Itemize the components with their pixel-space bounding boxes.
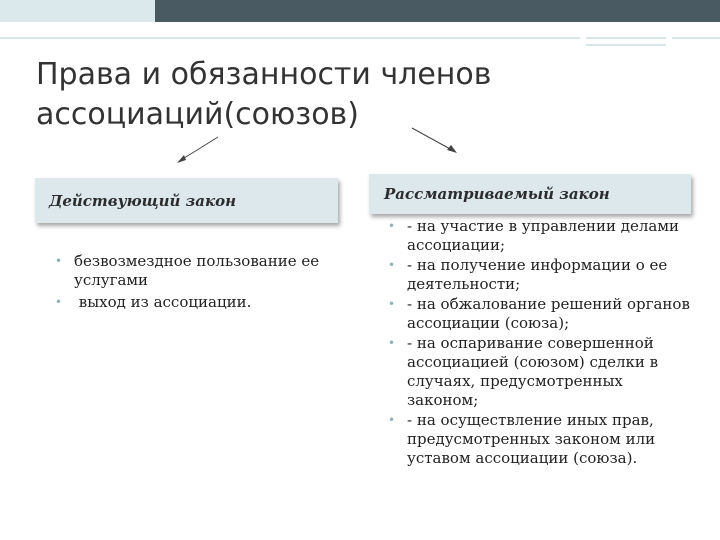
bullet-icon: •: [388, 219, 396, 233]
bullet-icon: •: [55, 295, 63, 309]
current-law-list: [51, 252, 341, 315]
list-item-text: - на участие в управлении делами ассоциации;: [407, 217, 680, 254]
list-item: [384, 334, 694, 410]
list-item: [51, 252, 341, 290]
arrow-right-icon: [412, 128, 457, 153]
list-item-text: выход из ассоциации.: [74, 293, 252, 311]
list-item: [384, 217, 694, 255]
bullet-icon: •: [388, 297, 396, 311]
list-item-text: безвозмездное пользование ее услугами: [74, 252, 320, 289]
list-item: [384, 256, 694, 294]
slide-title-line-2: ассоциаций(союзов): [36, 97, 359, 132]
list-item-text: - на получение информации о ее деятельности;: [407, 256, 668, 293]
bullet-icon: •: [55, 254, 63, 268]
arrow-left-icon: [177, 137, 218, 163]
proposed-law-header: [369, 174, 691, 214]
list-item: [51, 293, 341, 312]
list-item: [384, 411, 694, 468]
list-item-text: - на осуществление иных прав, предусмотренных законом или уставом ассоциации (союза).: [407, 411, 656, 467]
list-item-text: - на обжалование решений органов ассоциации (союза);: [407, 295, 690, 332]
bullet-icon: •: [388, 336, 396, 350]
current-law-header-text: Действующий закон: [49, 191, 237, 210]
proposed-law-list: [384, 217, 694, 469]
proposed-law-header-text: Рассматриваемый закон: [384, 185, 610, 203]
list-item: [384, 295, 694, 333]
bullet-icon: •: [388, 258, 396, 272]
slide-title-line-1: Права и обязанности членов: [36, 57, 492, 92]
bullet-icon: •: [388, 413, 396, 427]
current-law-header: [35, 178, 338, 223]
list-item-text: - на оспаривание совершенной ассоциацией (союзом) сделки в случаях, предусмотренных законом;: [407, 334, 659, 409]
